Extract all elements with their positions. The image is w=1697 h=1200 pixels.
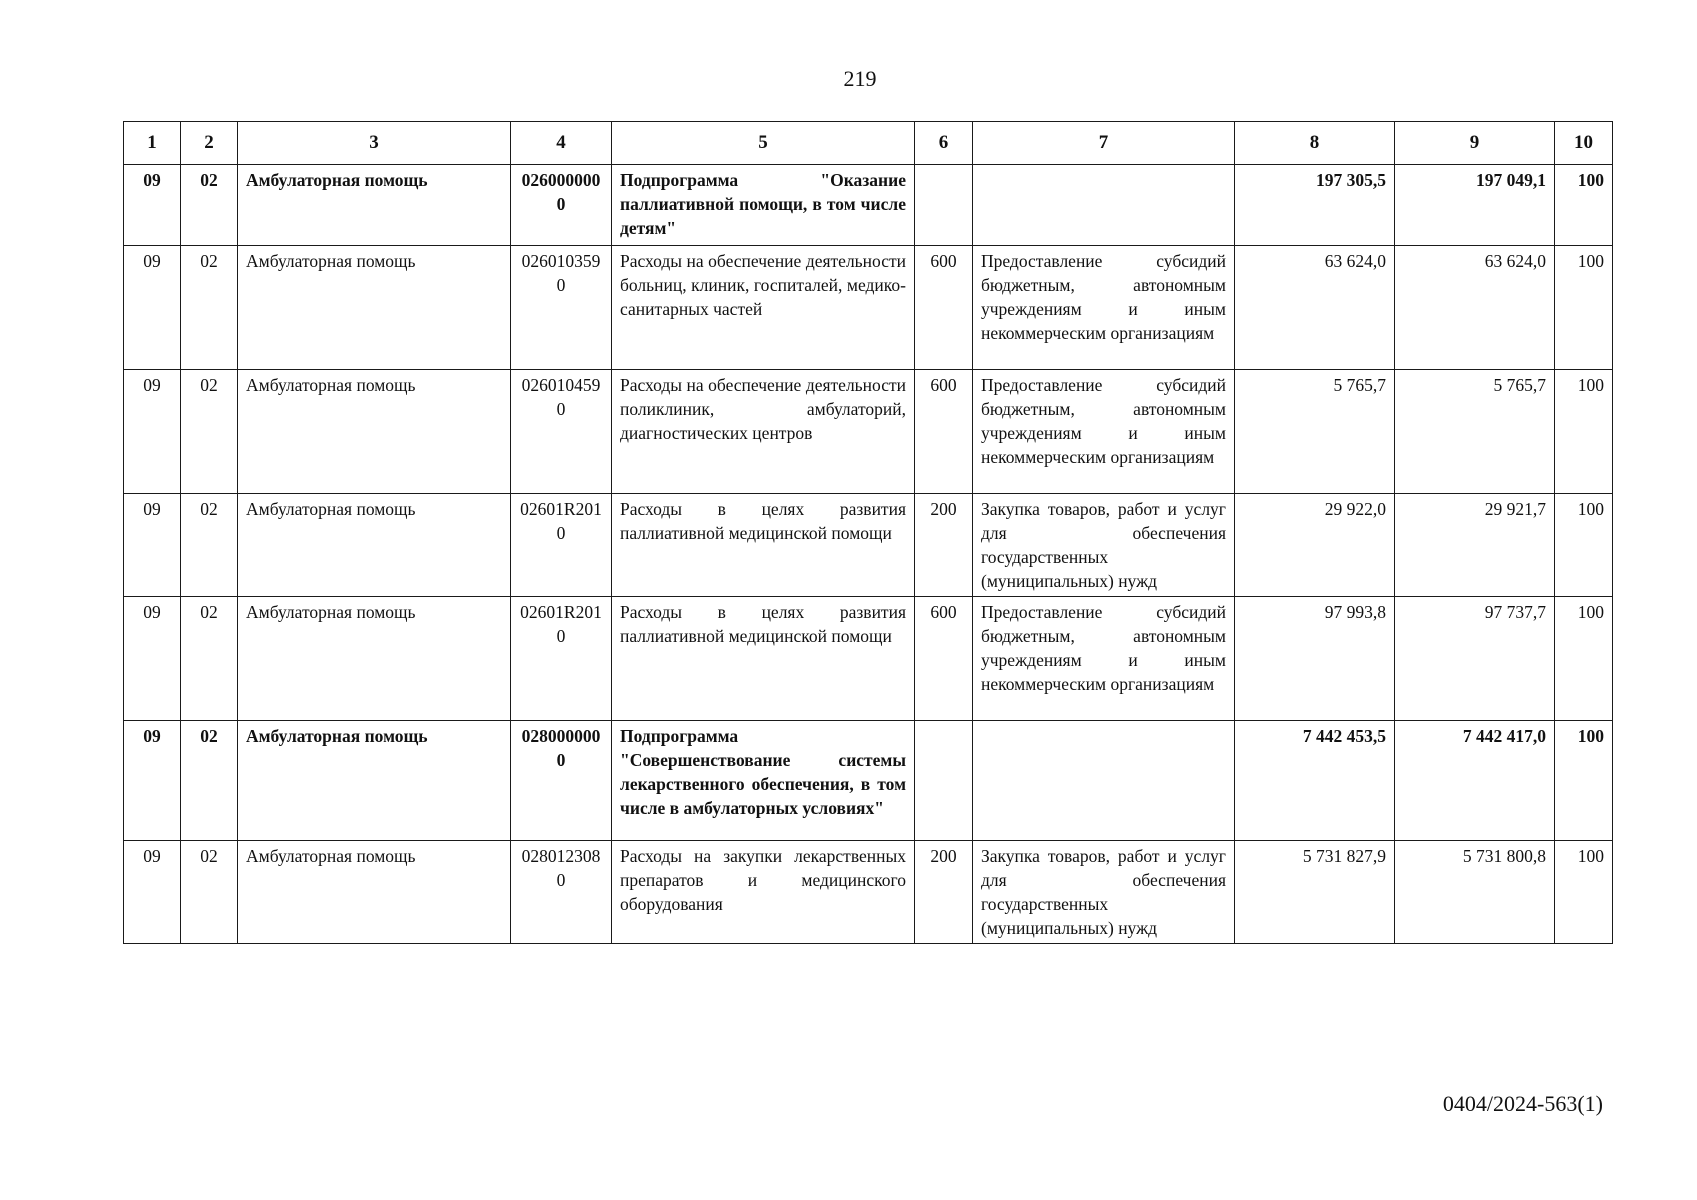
actual-amount-cell: 29 921,7 [1395,494,1555,597]
target-article-cell: 0260000000 [511,165,612,246]
budget-table-container [123,121,1605,944]
section-name-cell: Амбулаторная помощь [238,597,511,721]
expense-type-code-cell [915,721,973,841]
section-code-cell: 09 [124,597,181,721]
table-row [124,494,1613,597]
expense-type-code-cell: 600 [915,246,973,370]
expense-type-name-cell: Предоставление субсидий бюджетным, автономным учреждениям и иным некоммерческим организациям [973,370,1235,494]
expense-description-cell: Подпрограмма "Совершенствование системы лекарственного обеспечения, в том числе в амбулаторных условиях" [612,721,915,841]
subsection-code-cell: 02 [181,494,238,597]
actual-amount-cell: 197 049,1 [1395,165,1555,246]
expense-type-name-cell: Закупка товаров, работ и услуг для обеспечения государственных (муниципальных) нужд [973,494,1235,597]
subsection-code-cell: 02 [181,246,238,370]
target-article-cell: 02601R2010 [511,494,612,597]
section-code-cell: 09 [124,841,181,944]
percent-cell: 100 [1555,370,1613,494]
section-name-cell: Амбулаторная помощь [238,841,511,944]
section-name-cell: Амбулаторная помощь [238,370,511,494]
planned-amount-cell: 197 305,5 [1235,165,1395,246]
column-header: 7 [973,122,1235,165]
subsection-code-cell: 02 [181,165,238,246]
percent-cell: 100 [1555,246,1613,370]
expense-type-name-cell: Предоставление субсидий бюджетным, автономным учреждениям и иным некоммерческим организациям [973,246,1235,370]
column-header: 4 [511,122,612,165]
expense-type-code-cell [915,165,973,246]
section-code-cell: 09 [124,370,181,494]
column-header: 6 [915,122,973,165]
header-row [124,122,1613,165]
document-code: 0404/2024-563(1) [1442,1091,1603,1116]
actual-amount-cell: 5 765,7 [1395,370,1555,494]
section-code-cell: 09 [124,165,181,246]
expense-description-cell: Расходы в целях развития паллиативной медицинской помощи [612,494,915,597]
table-row [124,597,1613,721]
actual-amount-cell: 97 737,7 [1395,597,1555,721]
actual-amount-cell: 63 624,0 [1395,246,1555,370]
column-header: 2 [181,122,238,165]
target-article-cell: 0260103590 [511,246,612,370]
subsection-code-cell: 02 [181,370,238,494]
section-name-cell: Амбулаторная помощь [238,494,511,597]
expense-description-cell: Расходы в целях развития паллиативной медицинской помощи [612,597,915,721]
planned-amount-cell: 5 765,7 [1235,370,1395,494]
expense-description-cell: Расходы на обеспечение деятельности поликлиник, амбулаторий, диагностических центров [612,370,915,494]
percent-cell: 100 [1555,597,1613,721]
expense-type-code-cell: 200 [915,494,973,597]
planned-amount-cell: 97 993,8 [1235,597,1395,721]
expense-description-cell: Расходы на закупки лекарственных препаратов и медицинского оборудования [612,841,915,944]
percent-cell: 100 [1555,165,1613,246]
planned-amount-cell: 29 922,0 [1235,494,1395,597]
section-code-cell: 09 [124,246,181,370]
page-number: 219 [843,66,877,91]
column-header: 9 [1395,122,1555,165]
subsection-code-cell: 02 [181,841,238,944]
planned-amount-cell: 63 624,0 [1235,246,1395,370]
percent-cell: 100 [1555,721,1613,841]
expense-type-name-cell [973,165,1235,246]
table-row [124,246,1613,370]
planned-amount-cell: 7 442 453,5 [1235,721,1395,841]
table-row [124,841,1613,944]
planned-amount-cell: 5 731 827,9 [1235,841,1395,944]
target-article-cell: 02601R2010 [511,597,612,721]
section-code-cell: 09 [124,721,181,841]
section-name-cell: Амбулаторная помощь [238,165,511,246]
expense-description-cell: Подпрограмма "Оказание паллиативной помощи, в том числе детям" [612,165,915,246]
target-article-cell: 0260104590 [511,370,612,494]
column-header: 5 [612,122,915,165]
column-header: 8 [1235,122,1395,165]
subsection-code-cell: 02 [181,597,238,721]
column-header: 1 [124,122,181,165]
section-code-cell: 09 [124,494,181,597]
target-article-cell: 0280000000 [511,721,612,841]
expense-type-code-cell: 600 [915,597,973,721]
subsection-code-cell: 02 [181,721,238,841]
percent-cell: 100 [1555,494,1613,597]
table-row [124,370,1613,494]
table-row-subprogram [124,165,1613,246]
expense-type-code-cell: 200 [915,841,973,944]
expense-type-name-cell: Предоставление субсидий бюджетным, автономным учреждениям и иным некоммерческим организациям [973,597,1235,721]
column-header: 10 [1555,122,1613,165]
budget-table [123,121,1613,944]
actual-amount-cell: 5 731 800,8 [1395,841,1555,944]
target-article-cell: 0280123080 [511,841,612,944]
section-name-cell: Амбулаторная помощь [238,721,511,841]
expense-description-cell: Расходы на обеспечение деятельности больниц, клиник, госпиталей, медико-санитарных частей [612,246,915,370]
percent-cell: 100 [1555,841,1613,944]
expense-type-code-cell: 600 [915,370,973,494]
column-header: 3 [238,122,511,165]
expense-type-name-cell [973,721,1235,841]
actual-amount-cell: 7 442 417,0 [1395,721,1555,841]
expense-type-name-cell: Закупка товаров, работ и услуг для обеспечения государственных (муниципальных) нужд [973,841,1235,944]
table-row-subprogram [124,721,1613,841]
section-name-cell: Амбулаторная помощь [238,246,511,370]
